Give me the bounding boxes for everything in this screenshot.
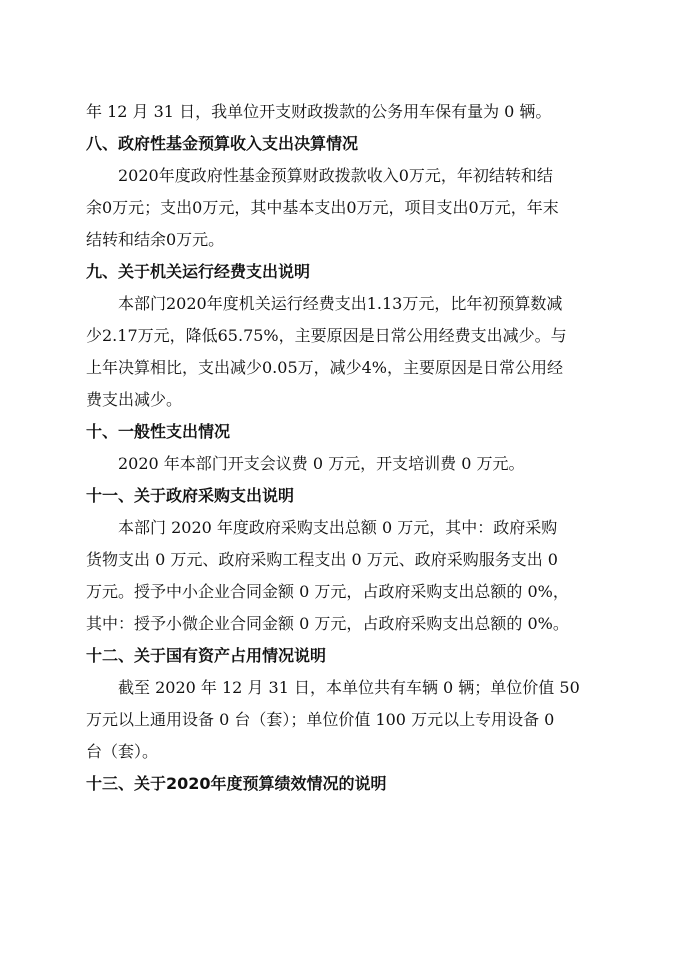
section-budget-performance [86,768,590,800]
paragraph-line: 货物支出 0 万元、政府采购工程支出 0 万元、政府采购服务支出 0 [86,550,558,569]
paragraph-line: 其中：授予小微企业合同金额 0 万元，占政府采购支出总额的 0%。 [86,614,569,633]
paragraph-line: 费支出减少。 [86,390,183,409]
section-government-procurement [86,480,590,640]
paragraph-line: 结转和结余0万元。 [86,230,225,249]
section-general-expenses [86,416,590,480]
paragraph-line: 本部门 2020 年度政府采购支出总额 0 万元，其中：政府采购 [118,518,558,537]
paragraph-line: 余0万元；支出0万元，其中基本支出0万元，项目支出0万元，年末 [86,198,559,217]
section-heading: 十三、关于2020年度预算绩效情况的说明 [86,774,387,793]
paragraph-line: 万元以上通用设备 0 台（套）；单位价值 100 万元以上专用设备 0 [86,710,555,729]
section-state-assets [86,640,590,768]
paragraph-line: 2020 年本部门开支会议费 0 万元，开支培训费 0 万元。 [118,454,525,473]
section-heading: 九、关于机关运行经费支出说明 [86,262,311,281]
paragraph-line: 少2.17万元，降低65.75%，主要原因是日常公用经费支出减少。与 [86,326,567,345]
section-heading: 十二、关于国有资产占用情况说明 [86,646,327,665]
section-heading: 十、一般性支出情况 [86,422,231,441]
section-operating-expenses [86,256,590,416]
section-heading: 八、政府性基金预算收入支出决算情况 [86,134,359,153]
section-heading: 十一、关于政府采购支出说明 [86,486,295,505]
paragraph-line: 年 12 月 31 日，我单位开支财政拨款的公务用车保有量为 0 辆。 [86,102,552,121]
paragraph-line: 台（套）。 [86,742,159,761]
section-government-fund-budget [86,128,590,256]
paragraph-line: 2020年度政府性基金预算财政拨款收入0万元，年初结转和结 [118,166,553,185]
continuation-paragraph [86,96,590,128]
paragraph-line: 万元。授予中小企业合同金额 0 万元，占政府采购支出总额的 0%， [86,582,569,601]
paragraph-line: 截至 2020 年 12 月 31 日，本单位共有车辆 0 辆；单位价值 50 [118,678,580,697]
paragraph-line: 本部门2020年度机关运行经费支出1.13万元，比年初预算数减 [118,294,563,313]
paragraph-line: 上年决算相比，支出减少0.05万，减少4%，主要原因是日常公用经 [86,358,564,377]
